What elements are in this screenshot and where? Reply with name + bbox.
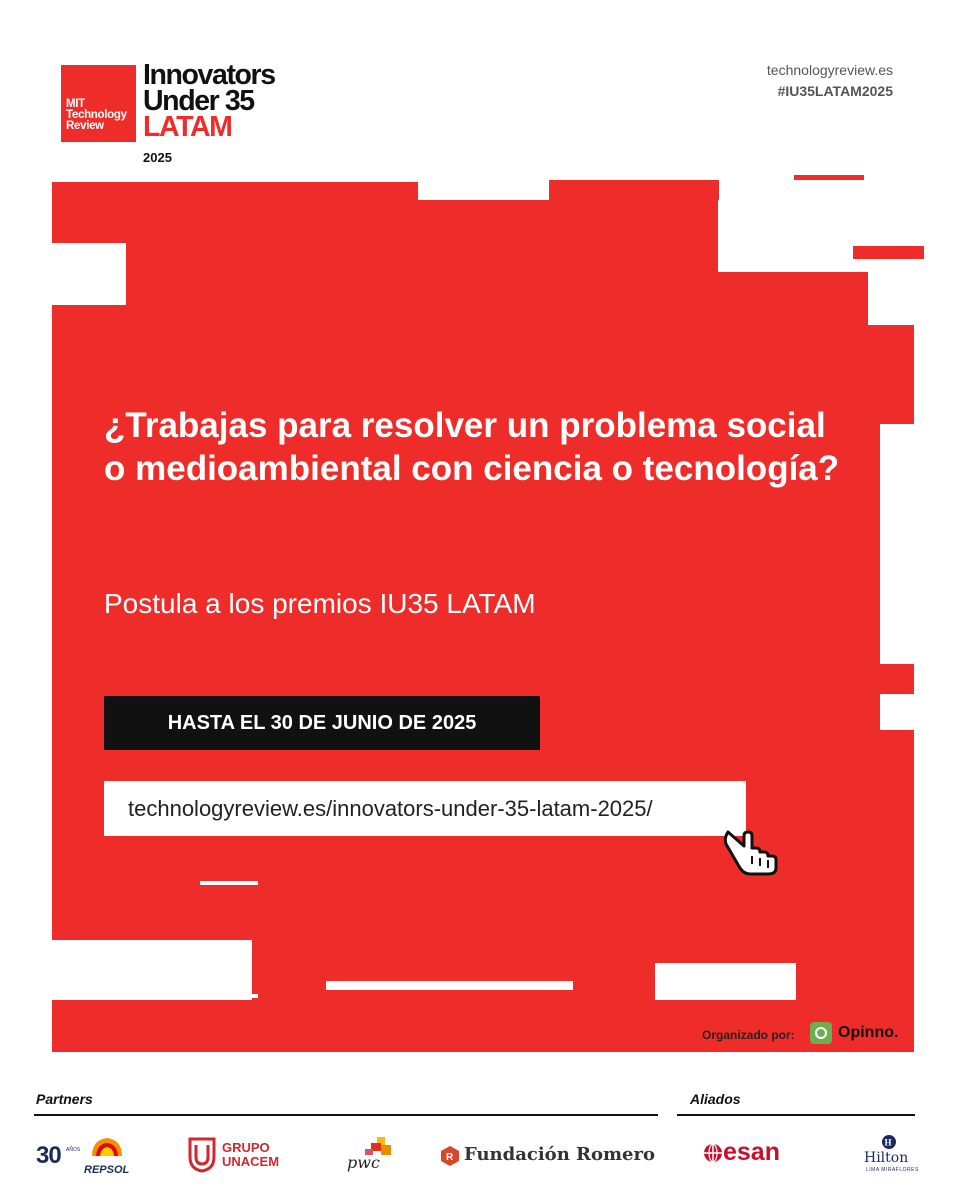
- title-line-1: Innovators: [143, 59, 275, 91]
- repsol-logo: REPSOL: [84, 1164, 130, 1176]
- site-url[interactable]: technologyreview.es: [766, 62, 893, 78]
- hilton-logo: Hilton: [864, 1150, 909, 1166]
- innovators-title: [143, 59, 275, 143]
- red-accent-bar: [853, 246, 924, 259]
- pwc-logo: pwc: [347, 1153, 380, 1172]
- title-line-2: Under 35: [143, 85, 254, 117]
- unacem-logo: [222, 1141, 279, 1169]
- red-block-main: [796, 272, 868, 1052]
- repsol-30-logo: 30: [36, 1142, 61, 1169]
- fundacion-romero-logo: Fundación Romero: [464, 1144, 655, 1165]
- partners-rule: [34, 1114, 658, 1116]
- white-notch: [718, 200, 796, 272]
- fundacion-romero-hexagon-icon: [441, 1146, 459, 1166]
- repsol-anos: AÑOS: [66, 1147, 81, 1153]
- white-notch: [880, 424, 914, 664]
- svg-text:H: H: [884, 1137, 892, 1148]
- red-patch: [655, 1000, 796, 1052]
- red-accent-bar: [794, 175, 864, 180]
- hashtag: #IU35LATAM2025: [777, 83, 893, 99]
- hilton-emblem-icon: [879, 1134, 899, 1150]
- mit-logo-line: Review: [66, 120, 104, 132]
- unacem-line-2: UNACEM: [222, 1154, 280, 1169]
- unacem-line-1: GRUPO: [222, 1140, 270, 1155]
- deadline-badge: HASTA EL 30 DE JUNIO DE 2025: [104, 696, 540, 750]
- allies-label: Aliados: [690, 1091, 741, 1107]
- headline: ¿Trabajas para resolver un problema social o medioambiental con ciencia o tecnología?: [104, 406, 840, 488]
- application-url[interactable]: technologyreview.es/innovators-under-35-latam-2025/: [104, 781, 746, 836]
- red-accent-bar: [549, 180, 719, 200]
- allies-rule: [677, 1114, 915, 1116]
- white-line: [200, 881, 258, 885]
- pointer-hand-icon: [722, 826, 782, 876]
- opinno-logo-icon: [810, 1022, 832, 1044]
- red-block-main: [418, 200, 718, 1052]
- mit-technology-review-logo: [61, 65, 136, 142]
- white-notch: [52, 243, 126, 305]
- esan-globe-icon: [703, 1143, 723, 1163]
- svg-text:R: R: [446, 1152, 454, 1163]
- partners-label: Partners: [36, 1091, 93, 1107]
- mit-logo-line: Technology: [66, 109, 127, 121]
- unacem-shield-icon: [187, 1137, 217, 1173]
- white-line: [100, 994, 258, 998]
- esan-logo: esan: [723, 1138, 780, 1166]
- title-line-3: LATAM: [143, 111, 232, 143]
- subheadline: Postula a los premios IU35 LATAM: [104, 588, 536, 619]
- red-block-main: [718, 200, 796, 1052]
- red-patch: [52, 1000, 252, 1052]
- white-line: [326, 981, 573, 990]
- hilton-location: LIMA MIRAFLORES: [866, 1167, 919, 1173]
- repsol-flame-icon: [88, 1134, 126, 1164]
- mit-logo-line: MIT: [66, 98, 85, 110]
- white-notch: [880, 694, 914, 730]
- opinno-logo: Opinno.: [838, 1024, 899, 1041]
- organizer-label: Organizado por:: [702, 1028, 795, 1042]
- edition-year: 2025: [143, 150, 172, 165]
